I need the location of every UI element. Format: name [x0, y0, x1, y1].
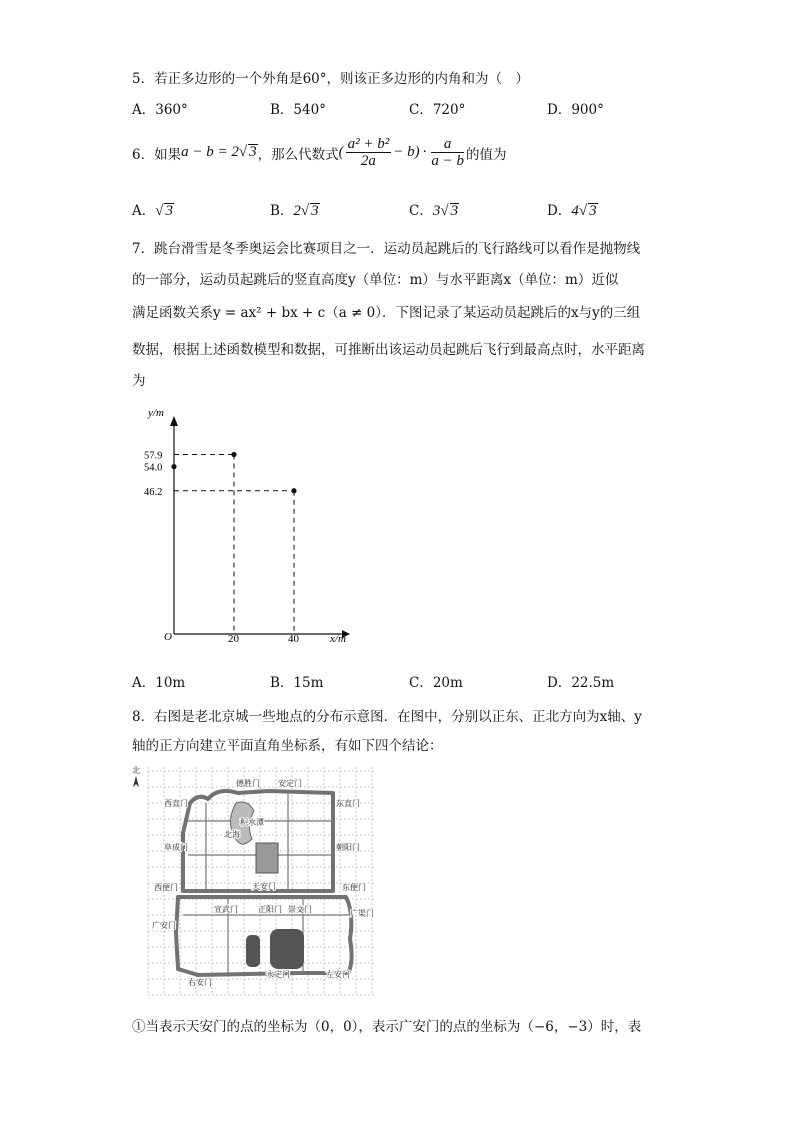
q7-option-d: D．22.5m — [547, 675, 615, 691]
q7-line-3: 满足函数关系y = ax² + bx + c（a ≠ 0）．下图记录了某运动员起跳后的x与y的三组 — [132, 305, 641, 321]
q7-option-b: B．15m — [270, 675, 324, 691]
q6-prefix: 6．如果 — [132, 146, 182, 163]
q5-option-a: A．360° — [132, 102, 188, 118]
temple-block-right — [270, 929, 304, 969]
y-tick-label: 54.0 — [144, 462, 163, 474]
map-place-label: 右安门 — [188, 978, 212, 987]
q6-option-d: D．4√ 3 — [547, 203, 597, 219]
q6-option-c: C．3√ 3 — [409, 203, 459, 219]
q7-line-2: 的一部分，运动员起跳后的竖直高度y（单位：m）与水平距离x（单位：m）近似 — [132, 272, 619, 288]
map-place-label: 天安门 — [252, 882, 276, 891]
map-place-label: 正阳门 — [258, 905, 282, 914]
q8-line-1: 8．右图是老北京城一些地点的分布示意图．在图中，分别以正东、正北方向为x轴、y — [132, 709, 642, 725]
q7-option-c: C．20m — [409, 675, 463, 691]
map-place-label: 积水潭 — [240, 818, 264, 827]
y-axis-label: y/m — [148, 407, 164, 419]
q6-option-a: A．√ 3 — [132, 203, 173, 219]
q8-line-2: 轴的正方向建立平面直角坐标系，有如下四个结论： — [132, 738, 443, 754]
data-point — [231, 452, 236, 457]
map-place-label: 广安门 — [152, 921, 176, 930]
x-tick-label: 20 — [228, 633, 239, 645]
data-point — [291, 488, 296, 493]
q7-line-4: 数据，根据上述函数模型和数据，可推断出该运动员起跳后飞行到最高点时，水平距离 — [132, 342, 645, 358]
q6-stem — [132, 136, 506, 169]
x-axis-label: x/m — [330, 633, 346, 645]
q5-stem: 5．若正多边形的一个外角是60°，则该正多边形的内角和为（ ） — [132, 71, 530, 87]
origin-label: O — [164, 631, 172, 643]
map-place-label: 左安门 — [326, 970, 350, 979]
q5-option-b: B．540° — [270, 102, 326, 118]
north-label: 北 — [132, 766, 140, 775]
map-place-label: 北海 — [224, 830, 240, 839]
q6-suffix: 的值为 — [465, 146, 507, 163]
map-place-label: 西便门 — [154, 883, 178, 892]
map-place-label: 东直门 — [336, 799, 360, 808]
q7-option-a: A．10m — [132, 675, 186, 691]
q7-line-5: 为 — [132, 373, 146, 389]
beijing-map — [128, 763, 378, 999]
map-place-label: 西直门 — [164, 799, 188, 808]
map-place-label: 阜成门 — [164, 843, 188, 852]
map-place-label: 永定门 — [266, 970, 290, 979]
map-place-label: 德胜门 — [236, 779, 260, 788]
map-place-label: 宣武门 — [214, 905, 238, 914]
q5-option-d: D．900° — [547, 102, 604, 118]
map-place-label: 广渠门 — [350, 909, 374, 918]
q6-condition: a − b = 2√ 3 — [181, 144, 257, 160]
palace-block — [256, 843, 278, 873]
y-tick-label: 57.9 — [144, 450, 163, 462]
map-place-label: 安定门 — [278, 779, 302, 788]
q6-expression: ( $\frac{\text{a² + b²}}{2a}$ − b) · $\frac{a}{a - b}$ — [338, 136, 464, 169]
map-place-label: 东便门 — [342, 883, 366, 892]
q5-option-c: C．720° — [409, 102, 466, 118]
map-place-label: 朝阳门 — [336, 843, 360, 852]
q7-line-1: 7．跳台滑雪是冬季奥运会比赛项目之一．运动员起跳后的飞行路线可以看作是抛物线 — [132, 241, 641, 257]
q8-statement-1: ①当表示天安门的点的坐标为（0，0），表示广安门的点的坐标为（−6，−3）时，表 — [132, 1019, 642, 1035]
x-tick-label: 40 — [288, 633, 299, 645]
temple-block-left — [246, 935, 260, 967]
q7-chart — [130, 400, 360, 650]
y-tick-label: 46.2 — [144, 486, 163, 498]
q6-middle: ，那么代数式 — [257, 146, 339, 163]
data-point — [171, 464, 176, 469]
map-place-label: 崇文门 — [288, 905, 312, 914]
y-axis-arrow — [170, 416, 178, 426]
q6-option-b: B．2√ 3 — [270, 203, 319, 219]
